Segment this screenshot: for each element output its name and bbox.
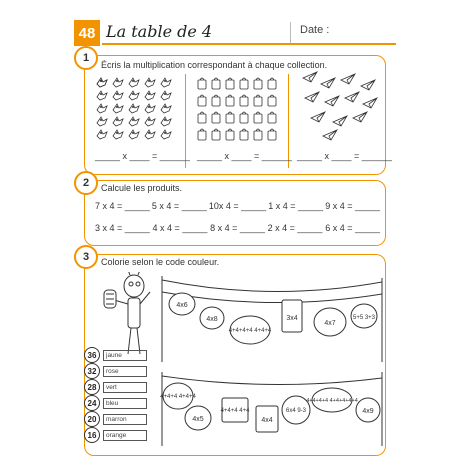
lantern-expression: 4x4 — [261, 417, 273, 424]
product-item[interactable]: 9 x 4 = _____ — [325, 201, 380, 211]
product-item[interactable]: 6 x 4 = _____ — [325, 223, 380, 233]
lantern-expression: 4x5 — [192, 416, 204, 423]
exercise-instruction: Colorie selon le code couleur. — [101, 257, 220, 267]
lantern-expression: 5+5 3+3 — [352, 315, 376, 321]
lanterns-top-illustration[interactable] — [160, 272, 384, 368]
page-header — [74, 10, 394, 46]
exercise-number: 2 — [74, 171, 98, 195]
lantern-expression: 4+4+4+4 4+4+4+4+4 — [306, 398, 358, 404]
product-item[interactable]: 10x 4 = _____ — [208, 201, 267, 211]
date-separator — [290, 22, 291, 44]
product-item[interactable]: 8 x 4 = _____ — [210, 223, 265, 233]
header-rule — [102, 43, 396, 45]
exercise-2 — [82, 177, 386, 246]
legend-color-label: vert — [103, 382, 147, 393]
products-row — [95, 223, 380, 233]
lantern-expression: 4x9 — [362, 408, 374, 415]
exercise-number: 1 — [74, 46, 98, 70]
legend-item — [84, 380, 154, 394]
color-code-legend — [84, 348, 154, 444]
products-grid — [95, 201, 380, 245]
lantern-expression: 4x6 — [176, 302, 188, 309]
legend-number: 36 — [84, 347, 100, 363]
legend-color-label: marron — [103, 414, 147, 425]
bird-collection-illustration — [95, 76, 179, 146]
product-item[interactable]: 3 x 4 = _____ — [95, 223, 150, 233]
product-item[interactable]: 5 x 4 = _____ — [151, 201, 207, 211]
legend-item — [84, 428, 154, 442]
legend-number: 28 — [84, 379, 100, 395]
answer-line-planes[interactable]: _____ x ____ = ______ — [297, 151, 392, 161]
paper-plane-collection-illustration — [299, 70, 381, 146]
lantern-expression: 4x7 — [324, 320, 336, 327]
exercise-instruction: Écris la multiplication correspondant à chaque collection. — [101, 60, 328, 70]
answer-line-birds[interactable]: _____ x ____ = ______ — [95, 151, 190, 161]
products-row — [95, 201, 380, 211]
lantern-expression: 4+4+4 4+4+4 — [160, 394, 196, 400]
lantern-expression: 6x4 9-3 — [285, 408, 307, 414]
lantern-expression: 4x8 — [206, 316, 218, 323]
lanterns-bottom-illustration[interactable] — [160, 370, 384, 450]
lantern-expression: 4+4+4 4+4 — [220, 408, 250, 414]
lantern-expression: 4+4+4+4 4+4+4 — [228, 328, 272, 334]
legend-color-label: bleu — [103, 398, 147, 409]
legend-item — [84, 364, 154, 378]
date-label: Date : — [300, 24, 330, 36]
legend-number: 16 — [84, 427, 100, 443]
product-item[interactable]: 1 x 4 = _____ — [268, 201, 324, 211]
legend-color-label: rose — [103, 366, 147, 377]
product-item[interactable]: 2 x 4 = _____ — [267, 223, 323, 233]
page-number-badge: 48 — [74, 20, 100, 46]
lantern-expression: 3x4 — [286, 315, 298, 322]
product-item[interactable]: 7 x 4 = _____ — [95, 201, 150, 211]
page-title: La table de 4 — [106, 22, 213, 41]
legend-item — [84, 348, 154, 362]
legend-number: 20 — [84, 411, 100, 427]
exercise-number: 3 — [74, 245, 98, 269]
exercise-1 — [82, 52, 392, 175]
exercise-instruction: Calcule les produits. — [101, 183, 183, 193]
robot-illustration — [96, 272, 158, 358]
bag-collection-illustration — [197, 76, 281, 146]
legend-color-label: orange — [103, 430, 147, 441]
legend-number: 24 — [84, 395, 100, 411]
legend-color-label: jaune — [103, 350, 147, 361]
product-item[interactable]: 4 x 4 = _____ — [152, 223, 208, 233]
legend-number: 32 — [84, 363, 100, 379]
answer-line-bags[interactable]: _____ x ____ = ______ — [197, 151, 292, 161]
legend-item — [84, 396, 154, 410]
legend-item — [84, 412, 154, 426]
